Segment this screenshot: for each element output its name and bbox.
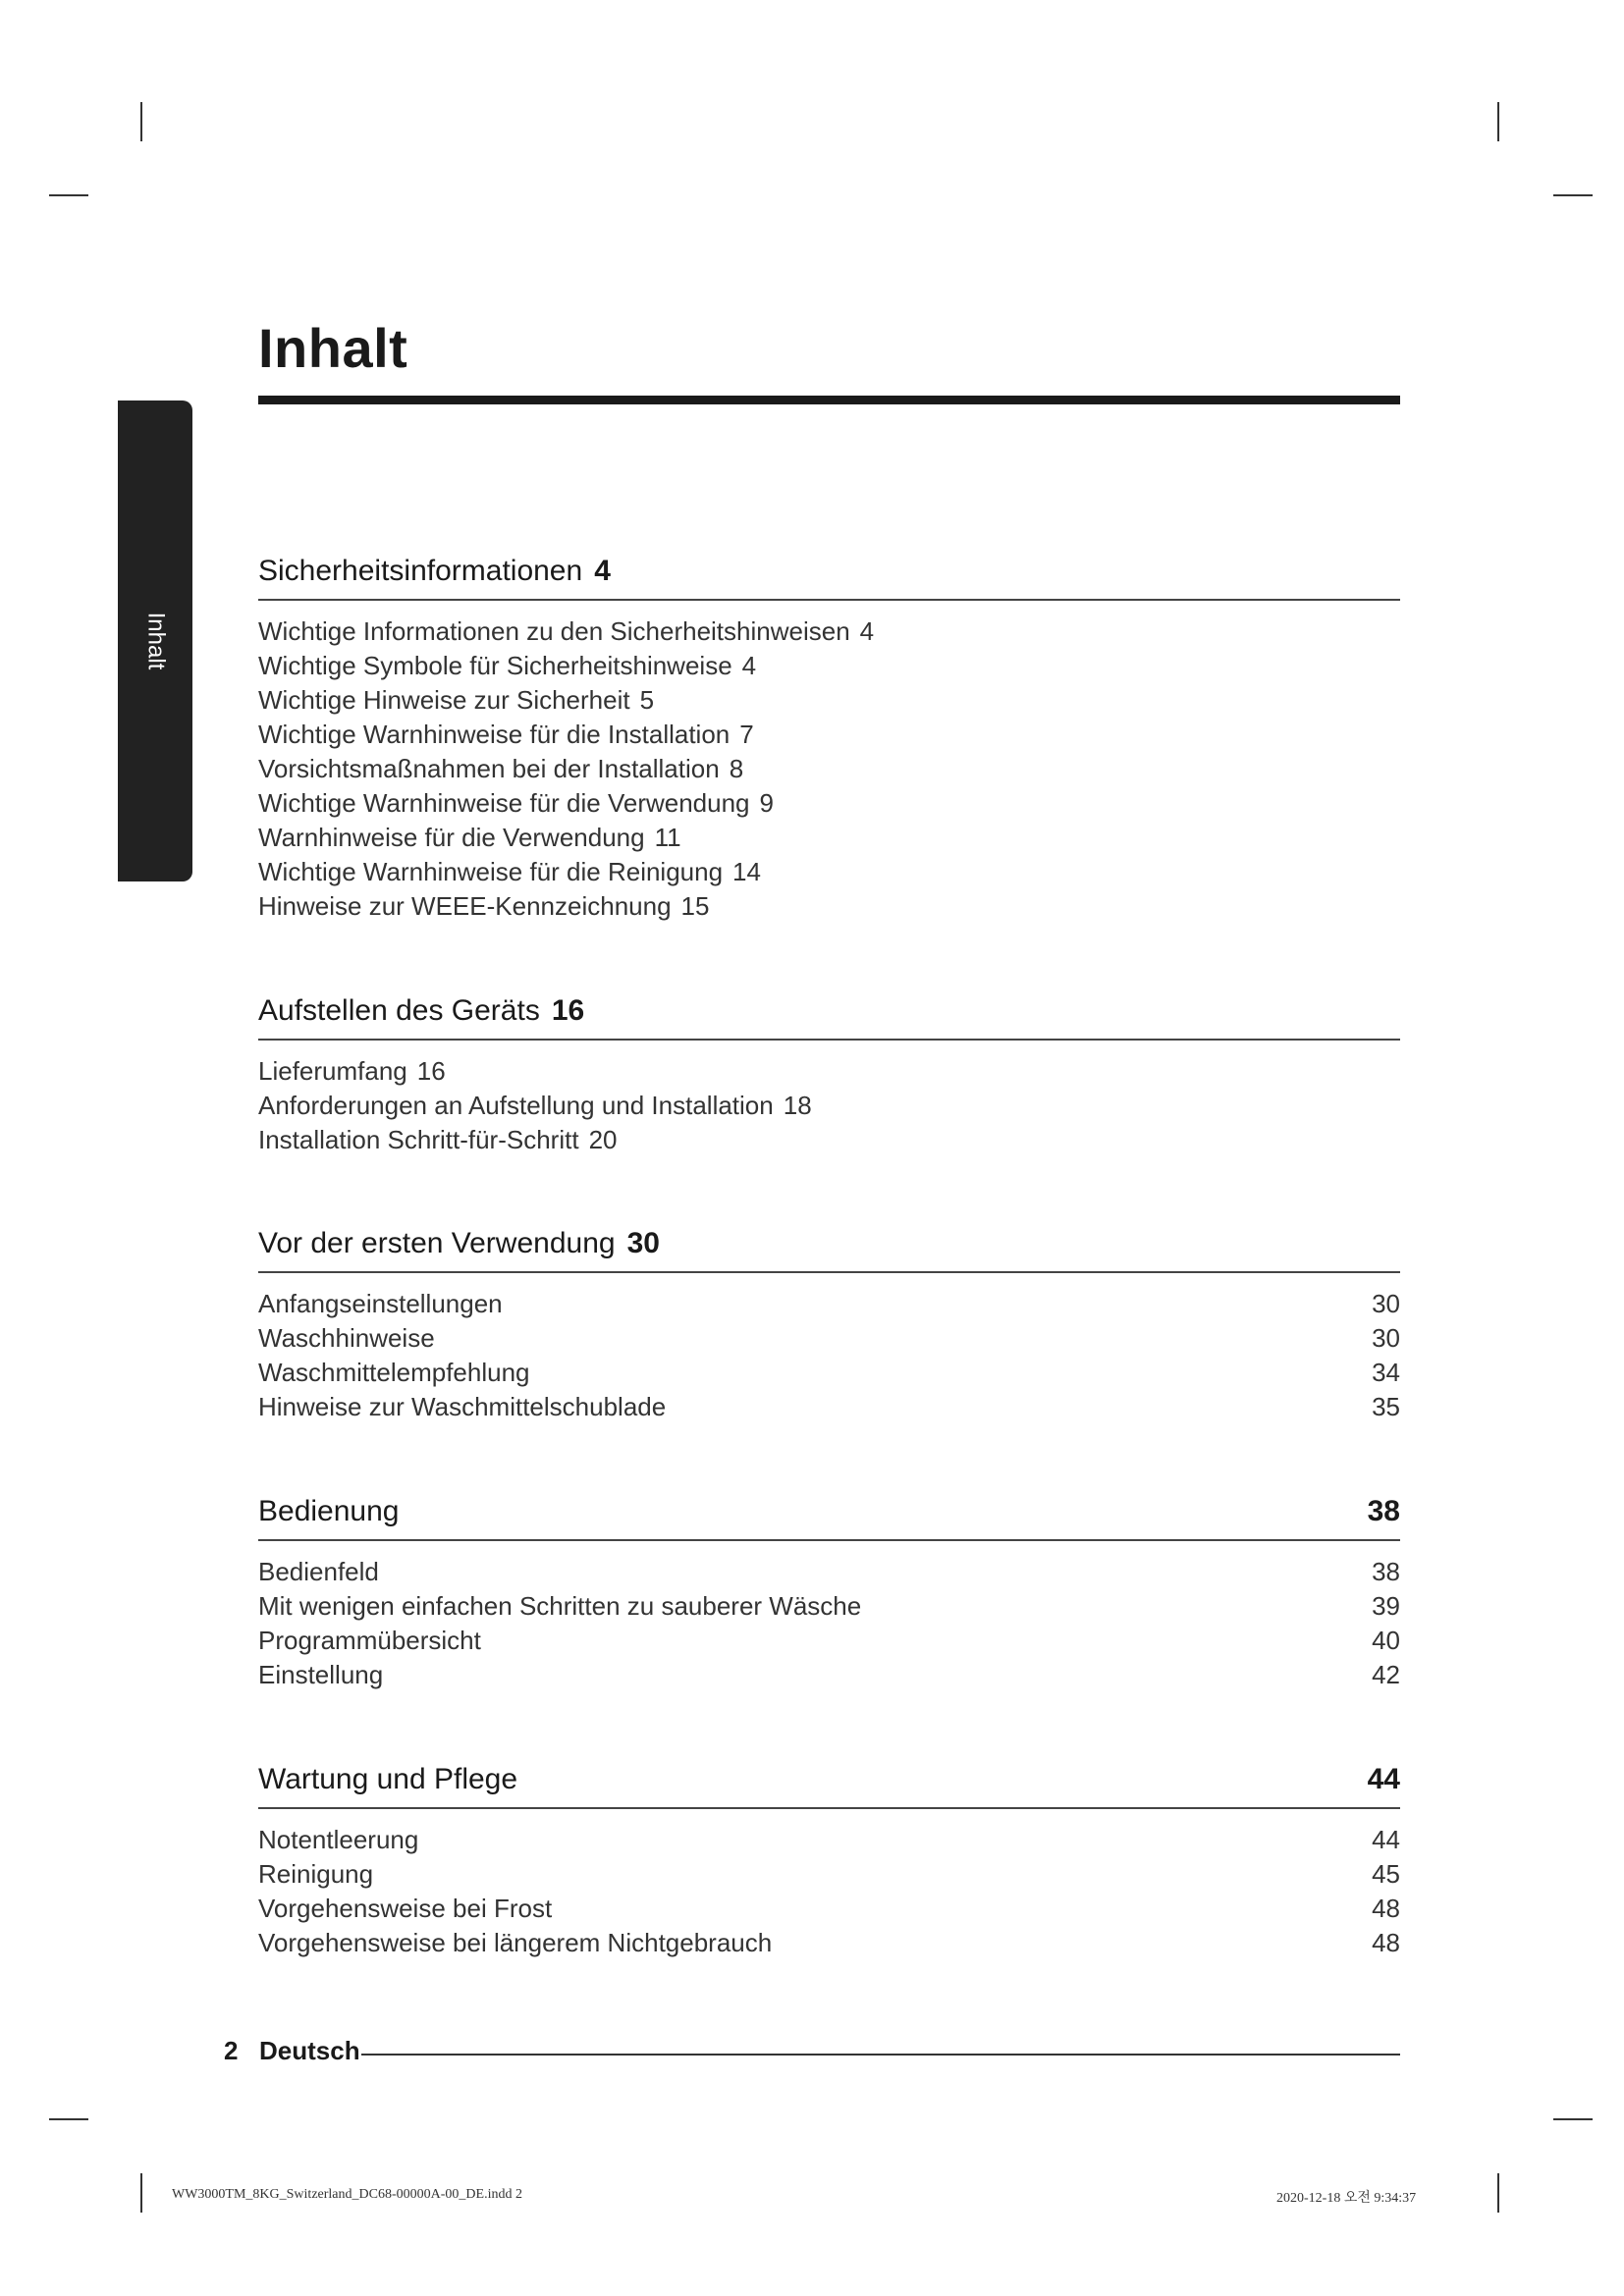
toc-entry-page: 18 bbox=[783, 1091, 812, 1120]
crop-mark-bottom-left-vertical bbox=[140, 2173, 142, 2213]
toc-entry[interactable] bbox=[258, 1054, 1400, 1089]
crop-mark-top-left-horizontal bbox=[49, 194, 88, 196]
toc-section-operation bbox=[258, 1492, 1400, 1692]
toc-entry[interactable] bbox=[258, 1555, 1400, 1589]
toc-entry-page: 14 bbox=[732, 857, 761, 886]
toc-entry-page: 48 bbox=[1372, 1928, 1400, 1957]
toc-entry[interactable] bbox=[258, 1287, 1400, 1321]
toc-entry[interactable] bbox=[258, 1356, 1400, 1390]
toc-entries bbox=[258, 1555, 1400, 1692]
section-heading[interactable] bbox=[258, 552, 1400, 601]
toc-entry[interactable] bbox=[258, 1321, 1400, 1356]
toc-entry-label: Anforderungen an Aufstellung und Installation bbox=[258, 1091, 774, 1120]
toc-entry-page: 11 bbox=[654, 823, 681, 852]
toc-section-first-use bbox=[258, 1224, 1400, 1424]
section-heading[interactable] bbox=[258, 1760, 1400, 1809]
toc-entries bbox=[258, 614, 1400, 924]
toc-entry-page: 45 bbox=[1372, 1859, 1400, 1889]
toc-entries bbox=[258, 1054, 1400, 1157]
title-rule bbox=[258, 396, 1400, 404]
toc-entry-page: 39 bbox=[1372, 1591, 1400, 1621]
toc-entry[interactable] bbox=[258, 786, 1400, 821]
toc-entry-page: 4 bbox=[741, 651, 757, 680]
section-heading[interactable] bbox=[258, 991, 1400, 1041]
toc-entry[interactable] bbox=[258, 649, 1400, 683]
toc-entries bbox=[258, 1823, 1400, 1960]
toc-entry[interactable] bbox=[258, 1926, 1400, 1960]
section-page-number: 4 bbox=[594, 555, 611, 587]
page-title: Inhalt bbox=[258, 317, 408, 379]
section-title: Bedienung bbox=[258, 1495, 400, 1527]
toc-entry-page: 42 bbox=[1372, 1660, 1400, 1689]
section-page-number: 38 bbox=[1367, 1495, 1400, 1527]
toc-entry-label: Wichtige Informationen zu den Sicherheitshinweisen bbox=[258, 616, 850, 646]
section-page-number: 30 bbox=[626, 1227, 660, 1259]
toc-section-installation bbox=[258, 991, 1400, 1157]
section-page-number: 44 bbox=[1367, 1763, 1400, 1795]
toc-entry-page: 16 bbox=[416, 1056, 446, 1086]
toc-entry-page: 35 bbox=[1372, 1392, 1400, 1421]
side-tab-label: Inhalt bbox=[142, 612, 169, 670]
toc-entry-label: Notentleerung bbox=[258, 1825, 419, 1854]
toc-section-maintenance bbox=[258, 1760, 1400, 1960]
toc-entry-label: Reinigung bbox=[258, 1859, 374, 1889]
toc-entry-label: Waschmittelempfehlung bbox=[258, 1358, 530, 1387]
toc-entry[interactable] bbox=[258, 683, 1400, 718]
toc-entry-page: 38 bbox=[1372, 1557, 1400, 1586]
footer-rule bbox=[361, 2054, 1400, 2056]
toc-entry[interactable] bbox=[258, 1089, 1400, 1123]
section-heading-text bbox=[258, 552, 611, 591]
toc-entry-label: Installation Schritt-für-Schritt bbox=[258, 1125, 579, 1154]
footer-page-number: 2 bbox=[224, 2036, 239, 2065]
toc-entry-label: Wichtige Hinweise zur Sicherheit bbox=[258, 685, 630, 715]
toc-entry-label: Anfangseinstellungen bbox=[258, 1289, 503, 1318]
print-slug-file: WW3000TM_8KG_Switzerland_DC68-00000A-00_DE.indd 2 bbox=[172, 2187, 522, 2202]
section-heading[interactable] bbox=[258, 1492, 1400, 1541]
toc-entry[interactable] bbox=[258, 718, 1400, 752]
crop-mark-bottom-left-horizontal bbox=[49, 2118, 88, 2120]
toc-section-safety bbox=[258, 552, 1400, 924]
toc-entry[interactable] bbox=[258, 1123, 1400, 1157]
toc-entry[interactable] bbox=[258, 1390, 1400, 1424]
toc-entry[interactable] bbox=[258, 889, 1400, 924]
toc-entry-page: 34 bbox=[1372, 1358, 1400, 1387]
crop-mark-top-right-vertical bbox=[1497, 102, 1499, 141]
toc-entry-page: 30 bbox=[1372, 1323, 1400, 1353]
toc-entry[interactable] bbox=[258, 1857, 1400, 1892]
toc-entry[interactable] bbox=[258, 1892, 1400, 1926]
toc-entry-label: Wichtige Warnhinweise für die Reinigung bbox=[258, 857, 724, 886]
toc-entry-label: Vorgehensweise bei Frost bbox=[258, 1894, 553, 1923]
side-tab-label-wrap bbox=[118, 400, 192, 881]
toc-entry-label: Bedienfeld bbox=[258, 1557, 379, 1586]
toc-entry-label: Warnhinweise für die Verwendung bbox=[258, 823, 645, 852]
toc-entry-label: Vorsichtsmaßnahmen bei der Installation bbox=[258, 754, 720, 783]
toc-entry[interactable] bbox=[258, 821, 1400, 855]
page-footer bbox=[224, 2036, 1400, 2075]
toc-entry-page: 20 bbox=[588, 1125, 618, 1154]
section-title: Sicherheitsinformationen bbox=[258, 555, 583, 587]
crop-mark-bottom-right-horizontal bbox=[1553, 2118, 1593, 2120]
toc-entry[interactable] bbox=[258, 752, 1400, 786]
toc-entry-label: Hinweise zur Waschmittelschublade bbox=[258, 1392, 667, 1421]
toc-entry-label: Mit wenigen einfachen Schritten zu sauberer Wäsche bbox=[258, 1591, 862, 1621]
section-title: Aufstellen des Geräts bbox=[258, 994, 540, 1027]
toc-entry-label: Wichtige Warnhinweise für die Verwendung bbox=[258, 788, 750, 818]
toc-entry-label: Programmübersicht bbox=[258, 1626, 481, 1655]
toc-entry[interactable] bbox=[258, 855, 1400, 889]
toc-entry[interactable] bbox=[258, 1624, 1400, 1658]
toc-entry-page: 8 bbox=[729, 754, 744, 783]
section-heading[interactable] bbox=[258, 1224, 1400, 1273]
crop-mark-top-right-horizontal bbox=[1553, 194, 1593, 196]
print-slug-date: 2020-12-18 오전 9:34:37 bbox=[1276, 2191, 1417, 2206]
side-tab bbox=[118, 400, 192, 881]
toc-entry-page: 5 bbox=[639, 685, 655, 715]
toc-entry[interactable] bbox=[258, 1658, 1400, 1692]
section-heading-text bbox=[258, 1224, 660, 1263]
toc-entry-label: Vorgehensweise bei längerem Nichtgebrauch bbox=[258, 1928, 773, 1957]
footer-language: Deutsch bbox=[259, 2036, 360, 2065]
toc-entry-label: Wichtige Warnhinweise für die Installation bbox=[258, 720, 731, 749]
toc-entry[interactable] bbox=[258, 1823, 1400, 1857]
toc-entry[interactable] bbox=[258, 1589, 1400, 1624]
toc-entry-page: 30 bbox=[1372, 1289, 1400, 1318]
toc-entry-page: 7 bbox=[739, 720, 754, 749]
toc-entry-label: Einstellung bbox=[258, 1660, 384, 1689]
toc-entry-page: 15 bbox=[680, 891, 710, 921]
toc-entry-label: Waschhinweise bbox=[258, 1323, 435, 1353]
toc-entry-label: Lieferumfang bbox=[258, 1056, 407, 1086]
toc-entry-page: 40 bbox=[1372, 1626, 1400, 1655]
toc-entries bbox=[258, 1287, 1400, 1424]
section-page-number: 16 bbox=[551, 994, 585, 1027]
toc-entry-page: 4 bbox=[859, 616, 875, 646]
section-title: Vor der ersten Verwendung bbox=[258, 1227, 616, 1259]
section-title: Wartung und Pflege bbox=[258, 1763, 518, 1795]
toc-entry-label: Wichtige Symbole für Sicherheitshinweise bbox=[258, 651, 732, 680]
crop-mark-top-left-vertical bbox=[140, 102, 142, 141]
toc-entry-page: 48 bbox=[1372, 1894, 1400, 1923]
toc-entry-page: 44 bbox=[1372, 1825, 1400, 1854]
toc-entry[interactable] bbox=[258, 614, 1400, 649]
toc-entry-label: Hinweise zur WEEE-Kennzeichnung bbox=[258, 891, 672, 921]
toc-entry-page: 9 bbox=[759, 788, 774, 818]
section-heading-text bbox=[258, 991, 584, 1031]
crop-mark-bottom-right-vertical bbox=[1497, 2173, 1499, 2213]
